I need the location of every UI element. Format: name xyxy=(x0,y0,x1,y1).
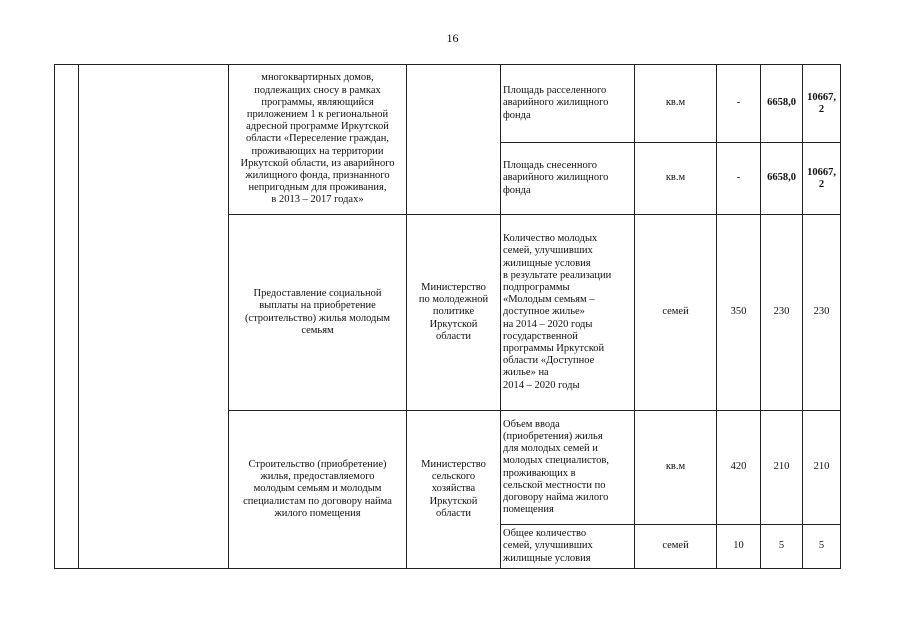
value-cell: - xyxy=(717,143,761,215)
value-cell: 10 xyxy=(717,525,761,569)
value-cell: 350 xyxy=(717,215,761,411)
activity-cell: Строительство (приобретение) жилья, предоставляемого молодым семьям и молодым специалистам по договору найма жилого помещения xyxy=(229,411,407,569)
indicator-name: Количество молодых семей, улучшивших жилищные условия в результате реализации подпрограммы «Молодым семьям – доступное жилье» на 2014 – 2020 годы государственной программы Иркутской области «Доступное жилье» на 2014 – 2020 годы xyxy=(501,215,635,411)
value-cell: 420 xyxy=(717,411,761,525)
executor-cell: Министерство по молодежной политике Иркутской области xyxy=(407,215,501,411)
value-cell: 6658,0 xyxy=(761,143,803,215)
num-cell xyxy=(55,65,79,569)
executor-cell xyxy=(407,65,501,215)
value-cell: - xyxy=(717,65,761,143)
indicator-name: Объем ввода (приобретения) жилья для молодых семей и молодых специалистов, проживающих в сельской местности по договору найма жилого помещения xyxy=(501,411,635,525)
value-cell: 10667, 2 xyxy=(803,65,841,143)
goal-cell xyxy=(79,65,229,569)
unit-cell: кв.м xyxy=(635,411,717,525)
value-cell: 10667, 2 xyxy=(803,143,841,215)
indicator-name: Площадь расселенного аварийного жилищного фонда xyxy=(501,65,635,143)
unit-cell: семей xyxy=(635,525,717,569)
activity-cell: многоквартирных домов, подлежащих сносу в рамках программы, являющийся приложением 1 к региональной адресной программе Иркутской области «Переселение граждан, проживающих на территории Иркутской области, из аварийного жилищного фонда, признанного непригодным для проживания, в 2013 – 2017 годах» xyxy=(229,65,407,215)
unit-cell: кв.м xyxy=(635,143,717,215)
indicator-name: Общее количество семей, улучшивших жилищные условия xyxy=(501,525,635,569)
indicator-name: Площадь снесенного аварийного жилищного фонда xyxy=(501,143,635,215)
page-number: 16 xyxy=(446,31,459,45)
value-cell: 230 xyxy=(761,215,803,411)
unit-cell: семей xyxy=(635,215,717,411)
table-row xyxy=(55,65,841,143)
value-cell: 5 xyxy=(761,525,803,569)
activity-cell: Предоставление социальной выплаты на приобретение (строительство) жилья молодым семьям xyxy=(229,215,407,411)
unit-cell: кв.м xyxy=(635,65,717,143)
executor-cell: Министерство сельского хозяйства Иркутской области xyxy=(407,411,501,569)
value-cell: 5 xyxy=(803,525,841,569)
program-table xyxy=(54,64,841,569)
value-cell: 210 xyxy=(761,411,803,525)
value-cell: 210 xyxy=(803,411,841,525)
value-cell: 6658,0 xyxy=(761,65,803,143)
value-cell: 230 xyxy=(803,215,841,411)
